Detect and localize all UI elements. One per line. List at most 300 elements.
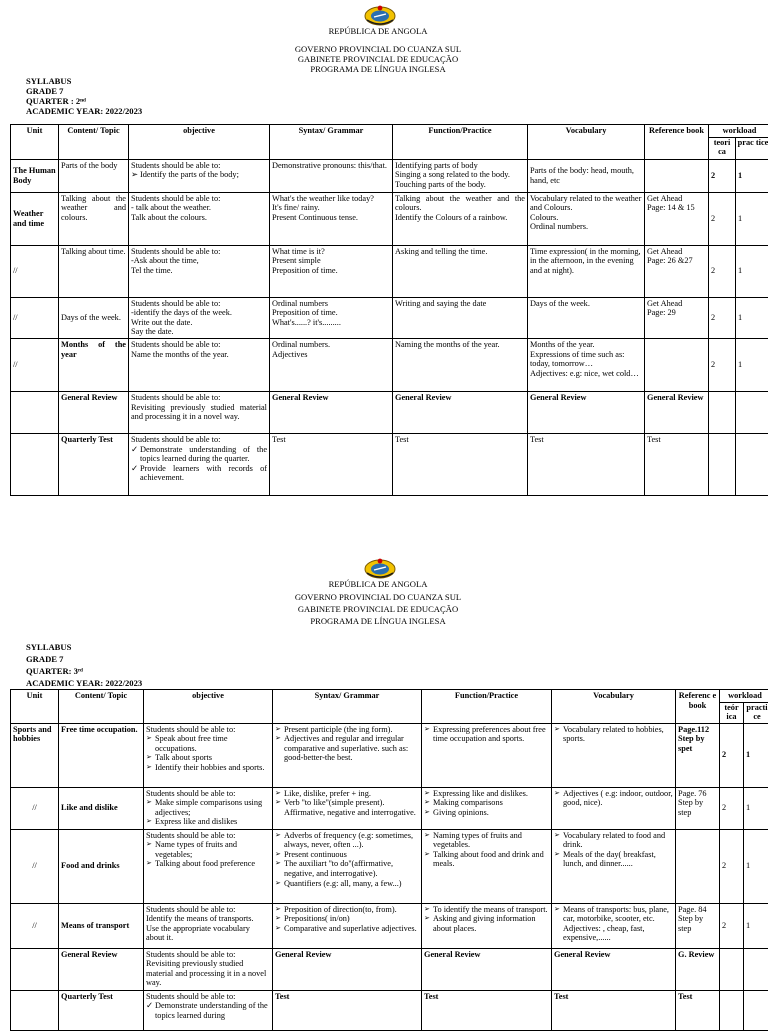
cell-text-line: Page.112 bbox=[678, 725, 717, 735]
table-row bbox=[11, 245, 768, 297]
bullet-item: ➢ Expressing like and dislikes. bbox=[424, 789, 549, 799]
unit-cell bbox=[11, 990, 59, 1030]
angola-coat-of-arms-icon bbox=[363, 4, 397, 26]
cell-text-line: Expressions of time such as: today, tomorrow… bbox=[530, 350, 642, 369]
syntax-cell bbox=[273, 787, 422, 829]
bullet-list bbox=[554, 789, 673, 808]
vocab-cell bbox=[528, 338, 645, 391]
unit-cell: // bbox=[11, 245, 59, 297]
bullet-list bbox=[146, 798, 270, 827]
cell-text-line: Get Ahead bbox=[647, 299, 706, 309]
cell-text-line: Page: 26 &27 bbox=[647, 256, 706, 266]
cell-text-line: Page: 14 & 15 bbox=[647, 203, 706, 213]
cabinet-heading: GABINETE PROVINCIAL DE EDUCAÇÃO bbox=[0, 54, 756, 64]
bullet-list bbox=[131, 445, 267, 483]
cell-text-line: Students should be able to: bbox=[146, 831, 270, 841]
topic-cell: Talking about time. bbox=[59, 245, 129, 297]
theory-hours-cell: 2 bbox=[720, 829, 744, 903]
practice-hours-cell: 1 bbox=[744, 723, 768, 787]
unit-cell bbox=[11, 391, 59, 433]
theory-hours-cell bbox=[709, 433, 736, 495]
objective-cell bbox=[129, 391, 270, 433]
function-cell bbox=[393, 433, 528, 495]
theory-hours-cell: 2 bbox=[709, 338, 736, 391]
theory-hours-cell: 2 bbox=[709, 159, 736, 192]
col-practice: practi ce bbox=[744, 702, 768, 723]
reference-cell bbox=[676, 903, 720, 948]
bullet-item: ✓ Demonstrate understanding of the topics learned during the quarter. bbox=[131, 445, 267, 464]
bullet-list bbox=[424, 831, 549, 869]
reference-cell bbox=[645, 297, 709, 338]
bullet-list bbox=[554, 905, 673, 943]
cell-text-line: Colours. bbox=[530, 213, 642, 223]
table-row bbox=[11, 159, 768, 192]
cell-text-line: Naming the months of the year. bbox=[395, 340, 525, 350]
objective-cell bbox=[129, 192, 270, 245]
theory-hours-cell bbox=[720, 948, 744, 990]
cell-text-line: Page: 29 bbox=[647, 308, 706, 318]
bullet-item: ➢ Vocabulary related to food and drink. bbox=[554, 831, 673, 850]
vocab-cell bbox=[528, 245, 645, 297]
col-practice: prac tice bbox=[736, 137, 768, 159]
cell-text-line: Parts of the body: head, mouth, hand, etc bbox=[530, 166, 642, 185]
objective-cell bbox=[144, 948, 273, 990]
bullet-item: ➢ Adverbs of frequency (e.g: sometimes, always, never, often ...). bbox=[275, 831, 419, 850]
cell-text-line: Say the date. bbox=[131, 327, 267, 337]
syntax-cell bbox=[270, 391, 393, 433]
cell-text-line: General Review bbox=[530, 393, 642, 403]
topic-cell: Months of the year bbox=[59, 338, 129, 391]
table-row bbox=[11, 723, 768, 787]
syntax-cell bbox=[273, 903, 422, 948]
reference-cell bbox=[676, 990, 720, 1030]
cell-text-line: Touching parts of the body. bbox=[395, 180, 525, 190]
cell-text-line: Revisiting previously studied material and processing it in a novel way. bbox=[146, 959, 270, 988]
cell-text-line: step bbox=[678, 924, 717, 934]
practice-hours-cell bbox=[744, 990, 768, 1030]
vocab-cell bbox=[552, 829, 676, 903]
topic-cell: General Review bbox=[59, 391, 129, 433]
vocab-cell: Test bbox=[552, 990, 676, 1030]
objective-cell bbox=[144, 990, 273, 1030]
bullet-item: ➢ Naming types of fruits and vegetables. bbox=[424, 831, 549, 850]
col-workload: workload bbox=[720, 690, 768, 703]
table-row bbox=[11, 990, 768, 1030]
unit-cell: The Human Body bbox=[11, 159, 59, 192]
col-theory: teori ca bbox=[709, 137, 736, 159]
reference-cell bbox=[645, 192, 709, 245]
practice-hours-cell: 1 bbox=[736, 159, 768, 192]
theory-hours-cell: 2 bbox=[709, 245, 736, 297]
table-row bbox=[11, 391, 768, 433]
country-heading: REPÚBLICA DE ANGOLA bbox=[0, 579, 756, 589]
bullet-list bbox=[275, 789, 419, 818]
cell-text-line: Students should be able to: bbox=[131, 435, 267, 445]
topic-cell: Quarterly Test bbox=[59, 433, 129, 495]
cell-text-line: Tel the time. bbox=[131, 266, 267, 276]
cell-text-line: Identify the Colours of a rainbow. bbox=[395, 213, 525, 223]
cell-text-line: Test bbox=[678, 992, 717, 1002]
objective-cell bbox=[144, 829, 273, 903]
cell-text-line: Writing and saying the date bbox=[395, 299, 525, 309]
cell-text-line: Step by spet bbox=[678, 734, 717, 753]
cell-text-line: Step by bbox=[678, 914, 717, 924]
grade-label: GRADE 7 bbox=[26, 654, 63, 664]
bullet-item: ➢ Quantifiers (e.g: all, many, a few...) bbox=[275, 879, 419, 889]
syllabus-label: SYLLABUS bbox=[26, 642, 71, 652]
col-function: Function/Practice bbox=[393, 125, 528, 160]
syntax-cell bbox=[270, 433, 393, 495]
bullet-item: ➢ Verb ''to like''(simple present). Affirmative, negative and interrogative. bbox=[275, 798, 419, 817]
grade-label: GRADE 7 bbox=[26, 86, 63, 96]
cell-text-line: Get Ahead bbox=[647, 194, 706, 204]
theory-hours-cell: 2 bbox=[720, 787, 744, 829]
academic-year-label: ACADEMIC YEAR: 2022/2023 bbox=[26, 106, 142, 116]
bullet-item: ➢ Preposition of direction(to, from). bbox=[275, 905, 419, 915]
bullet-item: ➢ Expressing preferences about free time occupation and sports. bbox=[424, 725, 549, 744]
bullet-item: ➢ Express like and dislikes bbox=[146, 817, 270, 827]
objective-cell bbox=[129, 245, 270, 297]
topic-cell: Means of transport bbox=[59, 903, 144, 948]
objective-cell bbox=[129, 297, 270, 338]
bullet-list bbox=[424, 725, 549, 744]
bullet-item: ✓ Provide learners with records of achievement. bbox=[131, 464, 267, 483]
reference-cell bbox=[676, 829, 720, 903]
cell-text-line: Talk about the colours. bbox=[131, 213, 267, 223]
cell-text-line: Students should be able to: bbox=[146, 725, 270, 735]
function-cell bbox=[393, 159, 528, 192]
cell-text-line: Identifying parts of body bbox=[395, 161, 525, 171]
cell-text-line: Name the months of the year. bbox=[131, 350, 267, 360]
syntax-cell bbox=[273, 723, 422, 787]
practice-hours-cell bbox=[736, 391, 768, 433]
bullet-item: ➢ Talking about food and drink and meals. bbox=[424, 850, 549, 869]
bullet-list bbox=[146, 734, 270, 772]
syntax-cell: Test bbox=[273, 990, 422, 1030]
cell-text-line: Adjectives bbox=[272, 350, 390, 360]
theory-hours-cell: 2 bbox=[720, 723, 744, 787]
function-cell bbox=[393, 391, 528, 433]
col-vocab: Vocabulary bbox=[528, 125, 645, 160]
unit-cell bbox=[11, 433, 59, 495]
bullet-item: ➢ Speak about free time occupations. bbox=[146, 734, 270, 753]
col-unit: Unit bbox=[11, 125, 59, 160]
col-ref: Referenc e book bbox=[676, 690, 720, 724]
col-vocab: Vocabulary bbox=[552, 690, 676, 724]
bullet-item: ➢ Talking about food preference bbox=[146, 859, 270, 869]
objective-cell bbox=[129, 338, 270, 391]
bullet-item: ➢ Making comparisons bbox=[424, 798, 549, 808]
cell-text-line: What's......? it's......... bbox=[272, 318, 390, 328]
bullet-list bbox=[424, 789, 549, 818]
table-row bbox=[11, 787, 768, 829]
cell-text-line: Page. 76 bbox=[678, 789, 717, 799]
practice-hours-cell: 1 bbox=[736, 297, 768, 338]
function-cell bbox=[422, 787, 552, 829]
practice-hours-cell: 1 bbox=[736, 192, 768, 245]
syntax-cell: General Review bbox=[273, 948, 422, 990]
cell-text-line: Test bbox=[647, 435, 706, 445]
table-row bbox=[11, 433, 768, 495]
topic-cell: Free time occupation. bbox=[59, 723, 144, 787]
cell-text-line: Students should be able to: bbox=[131, 161, 267, 171]
topic-cell: General Review bbox=[59, 948, 144, 990]
cell-text-line: Step by bbox=[678, 798, 717, 808]
unit-cell: // bbox=[11, 903, 59, 948]
bullet-item: ➢ Make simple comparisons using adjectives; bbox=[146, 798, 270, 817]
bullet-item: ➢ Giving opinions. bbox=[424, 808, 549, 818]
syntax-cell bbox=[270, 245, 393, 297]
bullet-item: ➢ The auxiliart ''to do''(affirmative, negative, and interrogative). bbox=[275, 859, 419, 878]
cell-text-line: General Review bbox=[272, 393, 390, 403]
practice-hours-cell: 1 bbox=[744, 903, 768, 948]
col-workload: workload bbox=[709, 125, 768, 138]
cell-text-line: G. Review bbox=[678, 950, 717, 960]
syllabus-label: SYLLABUS bbox=[26, 76, 71, 86]
theory-hours-cell: 2 bbox=[709, 192, 736, 245]
function-cell: General Review bbox=[422, 948, 552, 990]
reference-cell bbox=[676, 723, 720, 787]
unit-cell bbox=[11, 948, 59, 990]
cell-text-line: Students should be able to: bbox=[131, 194, 267, 204]
bullet-item: ➢ Adjectives and regular and irregular comparative and superlative. such as: good-better-the best. bbox=[275, 734, 419, 763]
bullet-item: ➢ Comparative and superlative adjectives. bbox=[275, 924, 419, 934]
objective-cell bbox=[129, 159, 270, 192]
cell-text-line: Vocabulary related to the weather and Colours. bbox=[530, 194, 642, 213]
reference-cell bbox=[645, 433, 709, 495]
bullet-list bbox=[554, 831, 673, 869]
objective-cell bbox=[144, 787, 273, 829]
vocab-cell bbox=[528, 192, 645, 245]
cell-text-line: What time is it? bbox=[272, 247, 390, 257]
bullet-item: ➢ To identify the means of transport. bbox=[424, 905, 549, 915]
cell-text-line: Test bbox=[272, 435, 390, 445]
theory-hours-cell bbox=[709, 391, 736, 433]
table-row bbox=[11, 829, 768, 903]
topic-cell: Parts of the body bbox=[59, 159, 129, 192]
bullet-list bbox=[146, 1001, 270, 1020]
cell-text-line: It's fine/ rainy. bbox=[272, 203, 390, 213]
cell-text-line: ➢ Identify the parts of the body; bbox=[131, 170, 267, 180]
col-syntax: Syntax/ Grammar bbox=[273, 690, 422, 724]
table-row bbox=[11, 192, 768, 245]
bullet-list bbox=[554, 725, 673, 744]
cell-text-line: Ordinal numbers bbox=[272, 299, 390, 309]
cell-text-line: Test bbox=[395, 435, 525, 445]
government-heading: GOVERNO PROVINCIAL DO CUANZA SUL bbox=[0, 44, 756, 54]
reference-cell bbox=[676, 787, 720, 829]
col-unit: Unit bbox=[11, 690, 59, 724]
col-topic: Content/ Topic bbox=[59, 125, 129, 160]
unit-cell: Weather and time bbox=[11, 192, 59, 245]
bullet-item: ➢ Asking and giving information about places. bbox=[424, 914, 549, 933]
table-row bbox=[11, 297, 768, 338]
angola-coat-of-arms-icon bbox=[363, 557, 397, 579]
bullet-item: ➢ Identify their hobbies and sports. bbox=[146, 763, 270, 773]
col-objective: objective bbox=[129, 125, 270, 160]
objective-cell bbox=[144, 723, 273, 787]
vocab-cell: General Review bbox=[552, 948, 676, 990]
objective-cell bbox=[144, 903, 273, 948]
cell-text-line: General Review bbox=[647, 393, 706, 403]
country-heading: REPÚBLICA DE ANGOLA bbox=[0, 26, 756, 36]
cell-text-line: Use the appropriate vocabulary about it. bbox=[146, 924, 270, 943]
practice-hours-cell: 1 bbox=[736, 338, 768, 391]
table-body-q2 bbox=[11, 159, 768, 495]
bullet-item: ➢ Adjectives ( e.g: indoor, outdoor, good, nice). bbox=[554, 789, 673, 808]
cell-text-line: step bbox=[678, 808, 717, 818]
syntax-cell bbox=[270, 338, 393, 391]
bullet-item: ➢ Talk about sports bbox=[146, 753, 270, 763]
function-cell: Test bbox=[422, 990, 552, 1030]
objective-cell bbox=[129, 433, 270, 495]
cell-text-line: Asking and telling the time. bbox=[395, 247, 525, 257]
vocab-cell bbox=[528, 391, 645, 433]
cell-text-line: Talking about the weather and the colours. bbox=[395, 194, 525, 213]
bullet-list bbox=[146, 840, 270, 869]
cell-text-line: Students should be able to: bbox=[131, 247, 267, 257]
topic-cell: Days of the week. bbox=[59, 297, 129, 338]
cell-text-line: Preposition of time. bbox=[272, 266, 390, 276]
function-cell bbox=[393, 338, 528, 391]
table-row bbox=[11, 948, 768, 990]
syllabus-table-q2 bbox=[10, 124, 768, 496]
vocab-cell bbox=[552, 787, 676, 829]
bullet-item: ➢ Means of transports: bus, plane, car, motorbike, scooter, etc. Adjectives: , cheap, fast, expensive,...... bbox=[554, 905, 673, 943]
cell-text-line: Students should be able to: bbox=[131, 340, 267, 350]
reference-cell bbox=[645, 391, 709, 433]
function-cell bbox=[393, 297, 528, 338]
cabinet-heading: GABINETE PROVINCIAL DE EDUCAÇÃO bbox=[0, 604, 756, 614]
bullet-item: ➢ Present participle (the ing form). bbox=[275, 725, 419, 735]
cell-text-line: Students should be able to: bbox=[146, 992, 270, 1002]
cell-text-line: Test bbox=[530, 435, 642, 445]
quarter-label: QUARTER : 2ⁿᵈ bbox=[26, 96, 86, 106]
vocab-cell bbox=[528, 297, 645, 338]
col-topic: Content/ Topic bbox=[59, 690, 144, 724]
cell-text-line: Months of the year. bbox=[530, 340, 642, 350]
cell-text-line: Page. 84 bbox=[678, 905, 717, 915]
col-syntax: Syntax/ Grammar bbox=[270, 125, 393, 160]
cell-text-line: What's the weather like today? bbox=[272, 194, 390, 204]
cell-text-line: -Ask about the time, bbox=[131, 256, 267, 266]
function-cell bbox=[422, 903, 552, 948]
vocab-cell bbox=[552, 723, 676, 787]
theory-hours-cell: 2 bbox=[709, 297, 736, 338]
syntax-cell bbox=[270, 297, 393, 338]
unit-cell: // bbox=[11, 297, 59, 338]
cell-text-line: Students should be able to: bbox=[146, 789, 270, 799]
practice-hours-cell bbox=[744, 948, 768, 990]
topic-cell: Talking about the weather and colours. bbox=[59, 192, 129, 245]
academic-year-label: ACADEMIC YEAR: 2022/2023 bbox=[26, 678, 142, 688]
bullet-item: ➢ Meals of the day( breakfast, lunch, and dinner...... bbox=[554, 850, 673, 869]
cell-text-line: Students should be able to: bbox=[131, 393, 267, 403]
bullet-item: ✓ Demonstrate understanding of the topics learned during bbox=[146, 1001, 270, 1020]
col-ref: Reference book bbox=[645, 125, 709, 160]
cell-text-line: Ordinal numbers. bbox=[530, 222, 642, 232]
theory-hours-cell: 2 bbox=[720, 903, 744, 948]
topic-cell: Like and dislike bbox=[59, 787, 144, 829]
topic-cell: Food and drinks bbox=[59, 829, 144, 903]
program-heading: PROGRAMA DE LÍNGUA INGLESA bbox=[0, 64, 756, 74]
cell-text-line: - talk about the weather. bbox=[131, 203, 267, 213]
syllabus-table-q3 bbox=[10, 689, 768, 1031]
syntax-cell bbox=[270, 159, 393, 192]
government-heading: GOVERNO PROVINCIAL DO CUANZA SUL bbox=[0, 592, 756, 602]
topic-cell: Quarterly Test bbox=[59, 990, 144, 1030]
vocab-cell bbox=[528, 159, 645, 192]
function-cell bbox=[393, 192, 528, 245]
cell-text-line: Revisiting previously studied material and processing it in a novel way. bbox=[131, 403, 267, 422]
reference-cell bbox=[645, 159, 709, 192]
cell-text-line: Get Ahead bbox=[647, 247, 706, 257]
cell-text-line: Present Continuous tense. bbox=[272, 213, 390, 223]
unit-cell: // bbox=[11, 787, 59, 829]
bullet-item: ➢ Prepositions( in/on) bbox=[275, 914, 419, 924]
col-function: Function/Practice bbox=[422, 690, 552, 724]
vocab-cell bbox=[552, 903, 676, 948]
bullet-list bbox=[424, 905, 549, 934]
unit-cell: // bbox=[11, 338, 59, 391]
practice-hours-cell: 1 bbox=[744, 829, 768, 903]
bullet-item: ➢ Vocabulary related to hobbies, sports. bbox=[554, 725, 673, 744]
cell-text-line: Write out the date. bbox=[131, 318, 267, 328]
cell-text-line: Present simple bbox=[272, 256, 390, 266]
cell-text-line: -identify the days of the week. bbox=[131, 308, 267, 318]
cell-text-line: Singing a song related to the body. bbox=[395, 170, 525, 180]
cell-text-line: Ordinal numbers. bbox=[272, 340, 390, 350]
syntax-cell bbox=[270, 192, 393, 245]
quarter-label: QUARTER: 3ʳᵈ bbox=[26, 666, 83, 676]
practice-hours-cell bbox=[736, 433, 768, 495]
table-body-q3 bbox=[11, 723, 768, 1030]
cell-text-line: Students should be able to: bbox=[131, 299, 267, 309]
practice-hours-cell: 1 bbox=[736, 245, 768, 297]
cell-text-line: Time expression( in the morning, in the afternoon, in the evening and at night). bbox=[530, 247, 642, 276]
bullet-item: ➢ Like, dislike, prefer + ing. bbox=[275, 789, 419, 799]
cell-text-line: Students should be able to: bbox=[146, 950, 270, 960]
cell-text-line: Days of the week. bbox=[530, 299, 642, 309]
theory-hours-cell bbox=[720, 990, 744, 1030]
function-cell bbox=[393, 245, 528, 297]
vocab-cell bbox=[528, 433, 645, 495]
reference-cell bbox=[645, 338, 709, 391]
unit-cell: Sports and hobbies bbox=[11, 723, 59, 787]
cell-text-line: General Review bbox=[395, 393, 525, 403]
bullet-list bbox=[275, 831, 419, 889]
cell-text-line: Preposition of time. bbox=[272, 308, 390, 318]
bullet-list bbox=[275, 905, 419, 934]
col-objective: objective bbox=[144, 690, 273, 724]
cell-text-line: Adjectives: e.g: nice, wet cold… bbox=[530, 369, 642, 379]
table-row bbox=[11, 338, 768, 391]
bullet-list bbox=[275, 725, 419, 763]
table-row bbox=[11, 903, 768, 948]
cell-text-line: Demonstrative pronouns: this/that. bbox=[272, 161, 390, 171]
bullet-item: ➢ Name types of fruits and vegetables; bbox=[146, 840, 270, 859]
syntax-cell bbox=[273, 829, 422, 903]
unit-cell: // bbox=[11, 829, 59, 903]
function-cell bbox=[422, 829, 552, 903]
cell-text-line: Students should be able to: bbox=[146, 905, 270, 915]
program-heading: PROGRAMA DE LÍNGUA INGLESA bbox=[0, 616, 756, 626]
bullet-item: ➢ Present continuous bbox=[275, 850, 419, 860]
practice-hours-cell: 1 bbox=[744, 787, 768, 829]
function-cell bbox=[422, 723, 552, 787]
col-theory: teór ica bbox=[720, 702, 744, 723]
reference-cell bbox=[645, 245, 709, 297]
